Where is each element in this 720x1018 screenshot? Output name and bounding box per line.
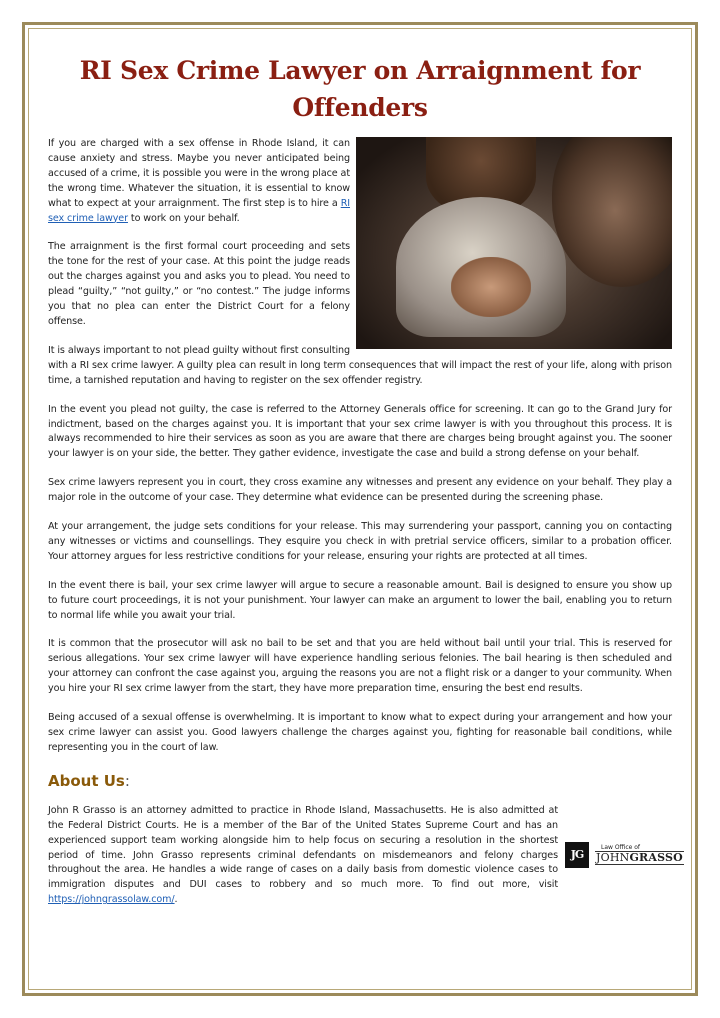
photo-fist (552, 137, 672, 287)
document-content (48, 52, 683, 922)
body-paragraph: It is always important to not plead guilty without first consulting with a RI sex crime lawyer. A guilty plea can result in long term consequences that will impact the rest of your life, along with prison time, a tarnished reputation and having to register on the sex offender registry. (48, 344, 672, 386)
about-us-heading (48, 772, 672, 790)
law-office-logo (565, 842, 683, 868)
intro-text-after: to work on your behalf. (127, 212, 240, 224)
body-paragraph: It is common that the prosecutor will ask no bail to be set and that you are held without bail until your trial. This is reserved for serious allegations. Your sex crime lawyer will have experience handling serious felonies. The bail hearing is then scheduled and your attorney can confront the case against you, arguing the reasons you are not a flight risk or a danger to your community. When you hire your RI sex crime lawyer from the start, they have more preparation time, ensuring the best end results. (48, 638, 672, 695)
page-title: RI Sex Crime Lawyer on Arraignment for Offenders (79, 56, 641, 122)
hero-photo (356, 137, 672, 349)
about-us-paragraph (48, 804, 558, 908)
body-paragraph: Sex crime lawyers represent you in court, they cross examine any witnesses and present any evidence on your behalf. They play a major role in the outcome of your case. They determine what evidence can be presented during the screening phase. (48, 477, 672, 504)
website-link[interactable]: https://johngrassolaw.com/ (48, 894, 175, 906)
about-us-heading-colon: : (124, 771, 130, 790)
logo-tagline: Law Office of (601, 843, 641, 851)
about-us-section (48, 804, 683, 908)
ri-sex-crime-lawyer-link[interactable]: RI sex crime lawyer (48, 197, 350, 224)
body-paragraph: In the event there is bail, your sex crime lawyer will argue to secure a reasonable amount. Bail is designed to ensure you show up to future court proceedings, it is not your punishment. Your lawyer can make an argument to lower the bail, enabling you to return to normal life while you await your trial. (48, 579, 672, 621)
logo-name (595, 851, 684, 865)
logo-mark: JG (565, 842, 589, 868)
about-us-heading-text: About Us (48, 771, 125, 790)
body-paragraph: The arraignment is the first formal court proceeding and sets the tone for the rest of your case. At this point the judge reads out the charges against you and asks you to plead. You need to plead “guilty,” “not guilty,” or “no contest.” The judge informs you that no plea can enter the District Court for a felony offense. (48, 241, 350, 327)
logo-name-first: JOHN (596, 850, 630, 864)
body-paragraph: Being accused of a sexual offense is overwhelming. It is important to know what to expect during your arrangement and how your sex crime lawyer can assist you. Good lawyers challenge the charges against you, fighting for reasonable bail conditions, while representing you in the court of law. (48, 712, 672, 753)
body-paragraph: At your arrangement, the judge sets conditions for your release. This may surrendering your passport, canning you on contacting any witnesses or victims and counsellings. They esquire you check in with pretrial service officers, similar to a probation officer. Your attorney argues for less restrictive conditions for your release, ensuring your rights are protected at all times. (48, 521, 672, 562)
logo-name-last: GRASSO (629, 850, 683, 864)
about-us-text-end: . (174, 894, 178, 906)
intro-text-before: If you are charged with a sex offense in Rhode Island, it can cause anxiety and stress. Maybe you never anticipated being accused of a crime, it is possible you were in the wrong place at the wrong time. Whatever the situation, it is essential to know what to expect at your arraignment. The first step is to hire a (48, 138, 350, 209)
about-us-text: John R Grasso is an attorney admitted to practice in Rhode Island, Massachusetts. He is also admitted at the Federal District Courts. He is a member of the Bar of the United States Supreme Court and has an experienced support team working alongside him to help focus on securing a resolution in the shortest period of time. John Grasso represents criminal defendants on misdemeanors and felony charges throughout the area. He handles a wide range of cases on a daily basis from domestic violence cases to immigration disputes and DUI cases to robbery and so much more. To find out more, visit (48, 804, 558, 891)
photo-figure-hands (451, 257, 531, 317)
body-paragraph: In the event you plead not guilty, the case is referred to the Attorney Generals office for screening. It can go to the Grand Jury for indictment, based on the charges against you. It is important that your sex crime lawyer is with you throughout this process. It is always recommended to hire their services as soon as you are aware that there are charges being brought against you. The sooner your lawyer is on your side, the better. They gather evidence, investigate the case and build a strong defense on your behalf. (48, 403, 672, 460)
